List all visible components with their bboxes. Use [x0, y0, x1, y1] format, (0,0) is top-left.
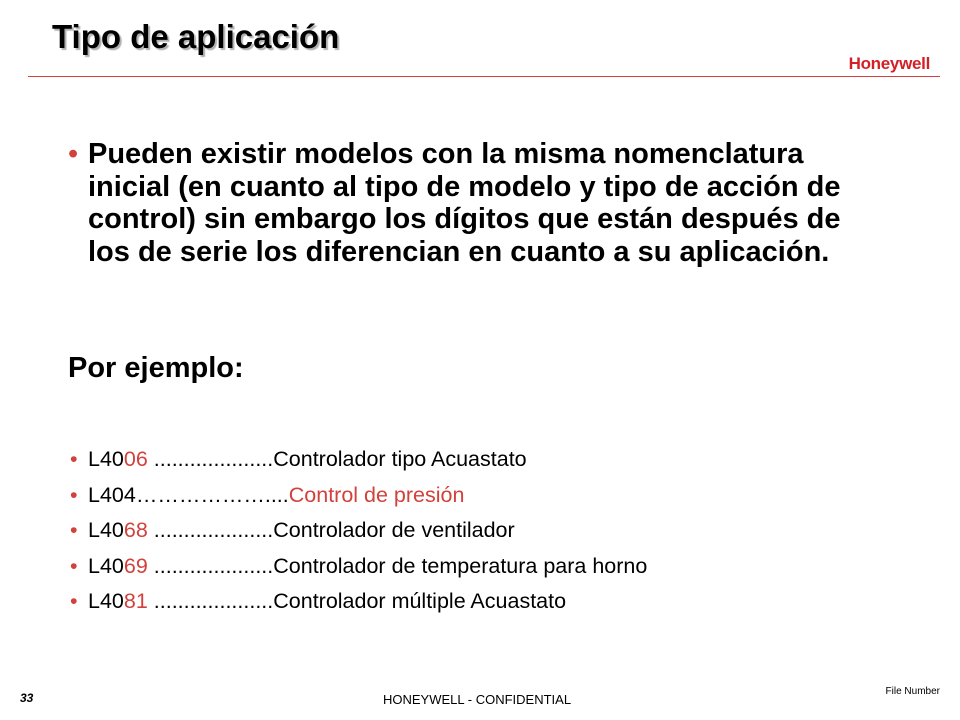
bullet-marker: • [70, 553, 78, 578]
model-description: Controlador tipo Acuastato [273, 447, 527, 471]
honeywell-logo: Honeywell [848, 54, 930, 73]
model-description: Controlador de temperatura para horno [273, 553, 648, 578]
bullet-marker: • [70, 589, 78, 613]
bullet-marker: • [70, 447, 78, 471]
leader-dots: .................... [147, 447, 274, 471]
leader-dots: ……………….... [135, 482, 289, 507]
bullet-marker: • [68, 138, 79, 170]
main-bullet-text: Pueden existir modelos con la misma nomenclatura inicial (en cuanto al tipo de modelo y tipo de acción de control) sin embargo los dígitos que están después de los de serie los diferencian en cuanto a su aplicación. [88, 138, 841, 268]
leader-dots: .................... [147, 553, 274, 578]
example-item [70, 446, 647, 482]
page-number: 33 [20, 691, 34, 705]
example-item [70, 517, 647, 553]
model-description: Controlador de ventilador [273, 518, 515, 542]
model-description: Control de presión [288, 482, 465, 507]
model-digits: 68 [123, 518, 148, 542]
bullet-marker: • [70, 518, 78, 542]
model-prefix: L40 [88, 447, 124, 471]
main-bullet [68, 138, 868, 268]
bullet-marker: • [70, 482, 78, 507]
slide-title: Tipo de aplicación [52, 18, 340, 55]
confidential-label: HONEYWELL - CONFIDENTIAL [383, 692, 572, 707]
model-description: Controlador múltiple Acuastato [273, 589, 567, 613]
title-divider [28, 76, 940, 77]
model-digits: 81 [123, 589, 148, 613]
examples-list [70, 446, 647, 624]
model-prefix: L40 [88, 553, 124, 578]
model-digits: 69 [123, 553, 148, 578]
model-prefix: L404 [88, 482, 136, 507]
example-item [70, 482, 647, 518]
model-prefix: L40 [88, 518, 124, 542]
file-number-label: File Number [885, 686, 940, 697]
example-heading: Por ejemplo: [68, 352, 244, 384]
example-item [70, 553, 647, 589]
example-item [70, 588, 647, 624]
leader-dots: .................... [147, 589, 274, 613]
leader-dots: .................... [147, 518, 274, 542]
model-digits: 06 [123, 447, 148, 471]
model-prefix: L40 [88, 589, 124, 613]
